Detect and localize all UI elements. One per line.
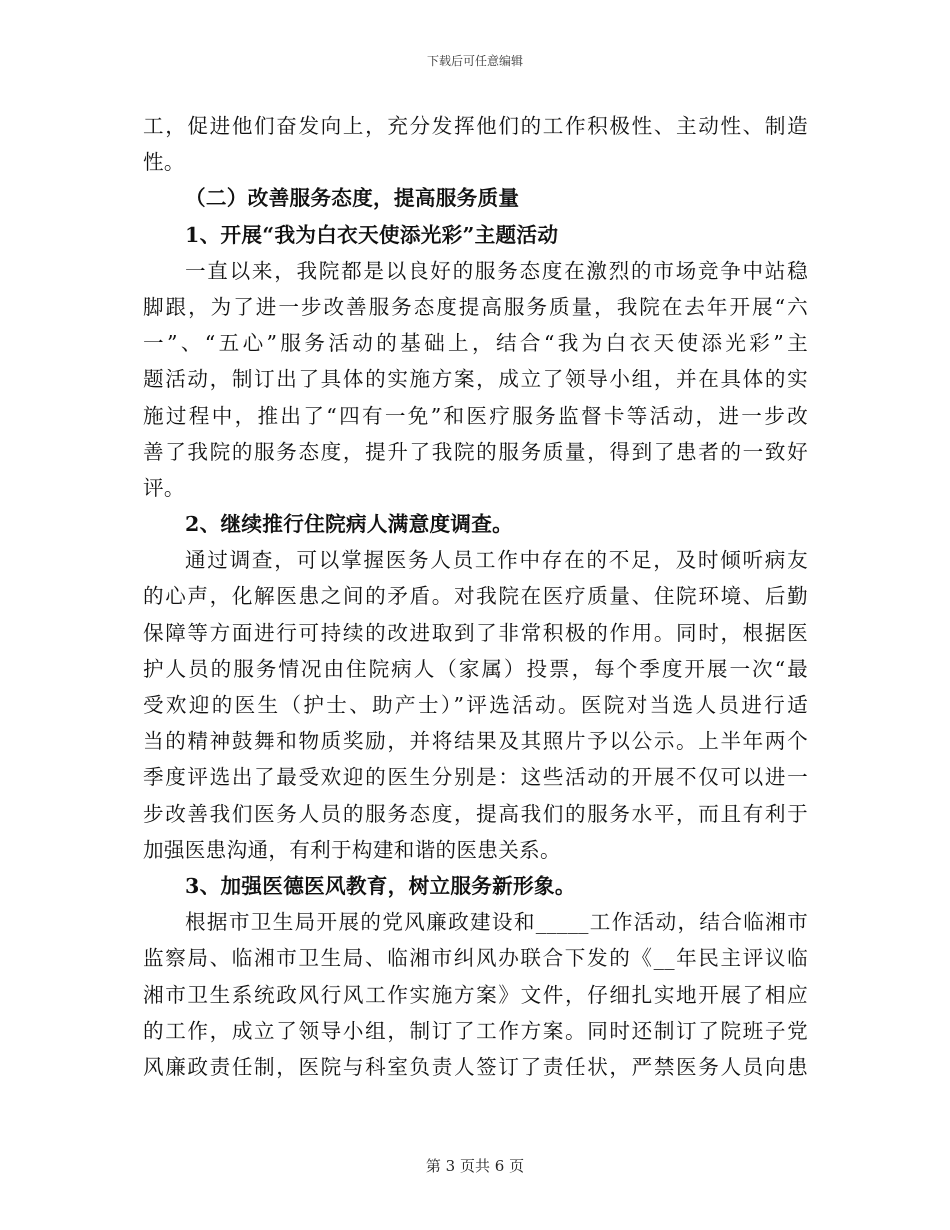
paragraph-line: 护人员的服务情况由住院病人（家属）投票，每个季度开展一次“最 bbox=[143, 656, 808, 681]
paragraph-line: 的心声，化解医患之间的矛盾。对我院在医疗质量、住院环境、后勤 bbox=[143, 584, 808, 609]
paragraph-line: 一直以来，我院都是以良好的服务态度在激烈的市场竞争中站稳 bbox=[185, 258, 808, 283]
paragraph-line: 评。 bbox=[143, 475, 185, 500]
paragraph-line: 当的精神鼓舞和物质奖励，并将结果及其照片予以公示。上半年两个 bbox=[143, 729, 808, 754]
paragraph-line: 步改善我们医务人员的服务态度，提高我们的服务水平，而且有利于 bbox=[143, 801, 808, 826]
section-heading: 1、开展“我为白衣天使添光彩”主题活动 bbox=[185, 222, 559, 247]
paragraph-line: 性。 bbox=[143, 150, 185, 175]
paragraph-line: 通过调查，可以掌握医务人员工作中存在的不足，及时倾听病友 bbox=[185, 548, 808, 573]
paragraph-line: 工，促进他们奋发向上，充分发挥他们的工作积极性、主动性、制造 bbox=[143, 114, 808, 138]
document-body bbox=[143, 108, 808, 1085]
section-heading: （二）改善服务态度，提高服务质量 bbox=[185, 186, 520, 211]
paragraph-line: 一”、“五心”服务活动的基础上，结合“我为白衣天使添光彩”主 bbox=[143, 331, 808, 356]
page-footer: 第 3 页共 6 页 bbox=[425, 1157, 525, 1175]
paragraph-line: 风廉政责任制，医院与科室负责人签订了责任状，严禁医务人员向患 bbox=[143, 1054, 808, 1079]
paragraph-line: 加强医患沟通，有利于构建和谐的医患关系。 bbox=[143, 837, 561, 862]
page-header: 下载后可任意编辑 bbox=[426, 54, 523, 68]
paragraph-line: 受欢迎的医生（护士、助产士）”评选活动。医院对当选人员进行适 bbox=[143, 693, 808, 717]
paragraph-line: 季度评选出了最受欢迎的医生分别是：这些活动的开展不仅可以进一 bbox=[143, 765, 808, 790]
section-heading: 3、加强医德医风教育，树立服务新形象。 bbox=[185, 873, 576, 898]
paragraph-line: 脚跟，为了进一步改善服务态度提高服务质量，我院在去年开展“六 bbox=[143, 294, 808, 319]
section-heading: 2、继续推行住院病人满意度调查。 bbox=[185, 512, 514, 537]
paragraph-line: 善了我院的服务态度，提升了我院的服务质量，得到了患者的一致好 bbox=[143, 439, 808, 464]
paragraph-line: 施过程中，推出了“四有一免”和医疗服务监督卡等活动，进一步改 bbox=[143, 403, 808, 428]
paragraph-line: 根据市卫生局开展的党风廉政建设和_____工作活动，结合临湘市 bbox=[185, 910, 808, 935]
paragraph-line: 湘市卫生系统政风行风工作实施方案》文件，仔细扎实地开展了相应 bbox=[143, 982, 808, 1007]
paragraph-line: 的工作，成立了领导小组，制订了工作方案。同时还制订了院班子党 bbox=[143, 1018, 808, 1043]
paragraph-line: 监察局、临湘市卫生局、临湘市纠风办联合下发的《__年民主评议临 bbox=[143, 946, 808, 971]
paragraph-line: 题活动，制订出了具体的实施方案，成立了领导小组，并在具体的实 bbox=[143, 367, 808, 392]
paragraph-line: 保障等方面进行可持续的改进取到了非常积极的作用。同时，根据医 bbox=[143, 620, 808, 645]
